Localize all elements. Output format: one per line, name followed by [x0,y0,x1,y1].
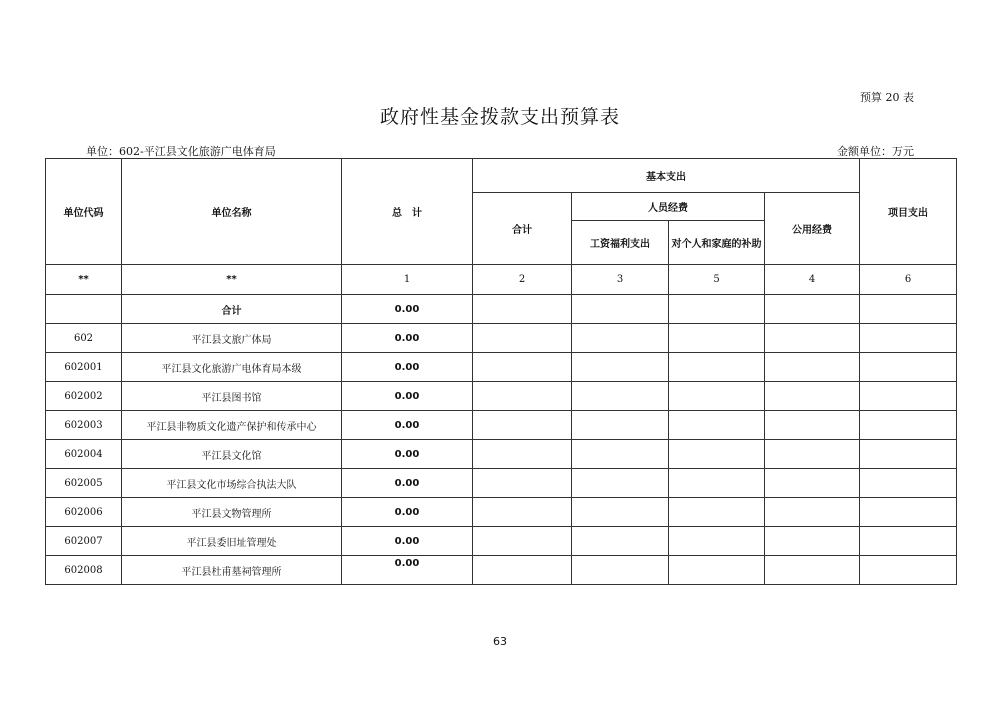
summary-row [46,295,957,324]
empty-cell [860,469,957,498]
empty-cell [860,295,957,324]
empty-cell [473,411,572,440]
header-row [46,159,957,193]
header-subtotal: 合计 [473,193,572,265]
empty-cell [669,527,765,556]
empty-cell [669,440,765,469]
empty-cell [669,324,765,353]
empty-cell [572,556,669,585]
unit-name-cell: 平江县杜甫墓祠管理所 [122,556,342,585]
total-cell: 0.00 [342,324,473,353]
total-cell: 0.00 [342,440,473,469]
index-cell: ** [46,265,122,295]
unit-code-cell: 602008 [46,556,122,585]
empty-cell [765,324,860,353]
empty-cell [572,411,669,440]
unit-code-cell: 602005 [46,469,122,498]
index-row [46,265,957,295]
unit-name-cell: 平江县文旅广体局 [122,324,342,353]
total-cell: 0.00 [342,411,473,440]
header-total: 总 计 [342,159,473,265]
header-basic-expense: 基本支出 [473,159,860,193]
empty-cell [669,353,765,382]
unit-name-cell: 平江县委旧址管理处 [122,527,342,556]
header-personnel-expense: 人员经费 [572,193,765,221]
empty-cell [765,469,860,498]
empty-cell [473,353,572,382]
amount-unit: 金额单位：万元 [837,145,914,158]
empty-cell [765,295,860,324]
empty-cell [860,382,957,411]
empty-cell [860,440,957,469]
empty-cell [765,353,860,382]
table-row [46,556,957,585]
header-project-expense: 项目支出 [860,159,957,265]
empty-cell [473,295,572,324]
header-public-expense: 公用经费 [765,193,860,265]
index-cell: 2 [473,265,572,295]
table-row [46,382,957,411]
empty-cell [473,556,572,585]
unit-name-cell: 平江县文物管理所 [122,498,342,527]
empty-cell [669,411,765,440]
header-wages: 工资福利支出 [572,221,669,265]
unit-code-cell [46,295,122,324]
empty-cell [669,382,765,411]
total-cell: 0.00 [342,469,473,498]
unit-name-cell: 平江县非物质文化遗产保护和传承中心 [122,411,342,440]
empty-cell [572,353,669,382]
empty-cell [473,324,572,353]
table-number: 预算 20 表 [860,91,914,104]
unit-name-cell: 平江县图书馆 [122,382,342,411]
header-subsidies: 对个人和家庭的补助 [669,221,765,265]
unit-code-cell: 602001 [46,353,122,382]
empty-cell [473,440,572,469]
page-number: 63 [493,635,507,648]
unit-name-cell: 平江县文化旅游广电体育局本级 [122,353,342,382]
unit-code-cell: 602007 [46,527,122,556]
reporting-unit: 单位：602-平江县文化旅游广电体育局 [86,145,276,158]
empty-cell [860,498,957,527]
unit-code-cell: 602 [46,324,122,353]
index-cell: 5 [669,265,765,295]
empty-cell [572,324,669,353]
empty-cell [572,527,669,556]
empty-cell [765,440,860,469]
header-unit-name: 单位名称 [122,159,342,265]
empty-cell [765,411,860,440]
empty-cell [669,498,765,527]
page-title: 政府性基金拨款支出预算表 [379,106,620,128]
empty-cell [860,324,957,353]
empty-cell [669,556,765,585]
empty-cell [572,382,669,411]
index-cell: 6 [860,265,957,295]
empty-cell [473,382,572,411]
total-cell: 0.00 [342,353,473,382]
empty-cell [473,498,572,527]
index-cell: ** [122,265,342,295]
empty-cell [765,527,860,556]
empty-cell [860,411,957,440]
empty-cell [473,469,572,498]
total-cell: 0.00 [342,527,473,556]
table-row [46,353,957,382]
empty-cell [860,527,957,556]
empty-cell [765,498,860,527]
table-row [46,527,957,556]
unit-name-cell: 平江县文化市场综合执法大队 [122,469,342,498]
total-cell: 0.00 [342,498,473,527]
empty-cell [765,382,860,411]
empty-cell [860,353,957,382]
unit-code-cell: 602006 [46,498,122,527]
empty-cell [572,469,669,498]
table-row [46,469,957,498]
total-cell: 0.00 [342,382,473,411]
table-row [46,411,957,440]
empty-cell [572,440,669,469]
empty-cell [572,295,669,324]
unit-code-cell: 602003 [46,411,122,440]
empty-cell [669,469,765,498]
budget-table [45,158,957,585]
empty-cell [669,295,765,324]
unit-name-cell: 平江县文化馆 [122,440,342,469]
table-row [46,440,957,469]
unit-code-cell: 602002 [46,382,122,411]
table-row [46,498,957,527]
index-cell: 1 [342,265,473,295]
index-cell: 4 [765,265,860,295]
unit-name-cell: 合计 [122,295,342,324]
empty-cell [572,498,669,527]
index-cell: 3 [572,265,669,295]
table-row [46,324,957,353]
header-unit-code: 单位代码 [46,159,122,265]
total-cell: 0.00 [342,295,473,324]
total-cell: 0.00 [342,556,473,585]
unit-code-cell: 602004 [46,440,122,469]
empty-cell [860,556,957,585]
empty-cell [473,527,572,556]
empty-cell [765,556,860,585]
